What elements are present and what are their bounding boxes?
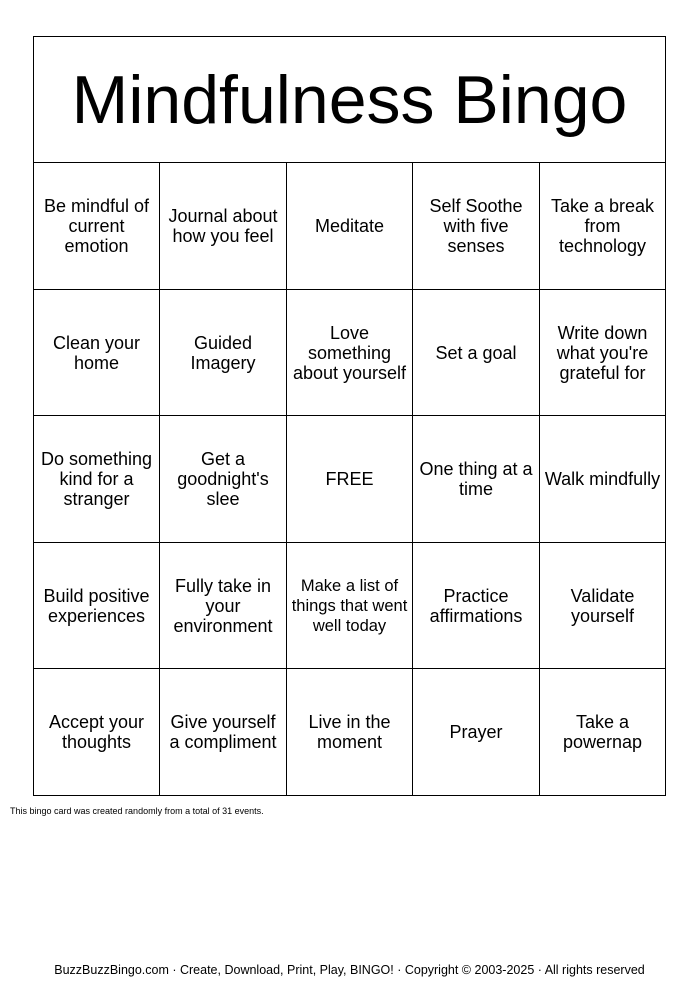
- title-cell: [34, 37, 665, 163]
- card-title: Mindfulness Bingo: [71, 61, 628, 138]
- generation-note: This bingo card was created randomly from a total of 31 events.: [10, 806, 264, 816]
- bingo-grid: [34, 163, 665, 795]
- free-space-cell: FREE: [287, 416, 413, 543]
- bingo-cell: Make a list of things that went well today: [287, 543, 413, 669]
- bingo-cell: Fully take in your environment: [160, 543, 287, 669]
- bingo-cell: Be mindful of current emotion: [34, 163, 160, 290]
- bingo-cell: Prayer: [413, 669, 540, 795]
- bingo-cell: Set a goal: [413, 290, 540, 416]
- bingo-cell: One thing at a time: [413, 416, 540, 543]
- bingo-cell: Get a goodnight's slee: [160, 416, 287, 543]
- bingo-cell: Live in the moment: [287, 669, 413, 795]
- footer-text: BuzzBuzzBingo.com · Create, Download, Print, Play, BINGO! · Copyright © 2003-2025 · All rights reserved: [54, 963, 645, 977]
- bingo-cell: Accept your thoughts: [34, 669, 160, 795]
- bingo-cell: Self Soothe with five senses: [413, 163, 540, 290]
- bingo-cell: Clean your home: [34, 290, 160, 416]
- bingo-cell: Write down what you're grateful for: [540, 290, 665, 416]
- bingo-cell: Take a break from technology: [540, 163, 665, 290]
- bingo-cell: Give yourself a compliment: [160, 669, 287, 795]
- bingo-cell: Validate yourself: [540, 543, 665, 669]
- bingo-cell: Guided Imagery: [160, 290, 287, 416]
- bingo-cell: Practice affirmations: [413, 543, 540, 669]
- bingo-cell: Love something about yourself: [287, 290, 413, 416]
- bingo-cell: Journal about how you feel: [160, 163, 287, 290]
- bingo-cell: Meditate: [287, 163, 413, 290]
- bingo-card: [33, 36, 666, 796]
- bingo-cell: Build positive experiences: [34, 543, 160, 669]
- bingo-cell: Walk mindfully: [540, 416, 665, 543]
- bingo-cell: Do something kind for a stranger: [34, 416, 160, 543]
- bingo-cell: Take a powernap: [562, 712, 643, 752]
